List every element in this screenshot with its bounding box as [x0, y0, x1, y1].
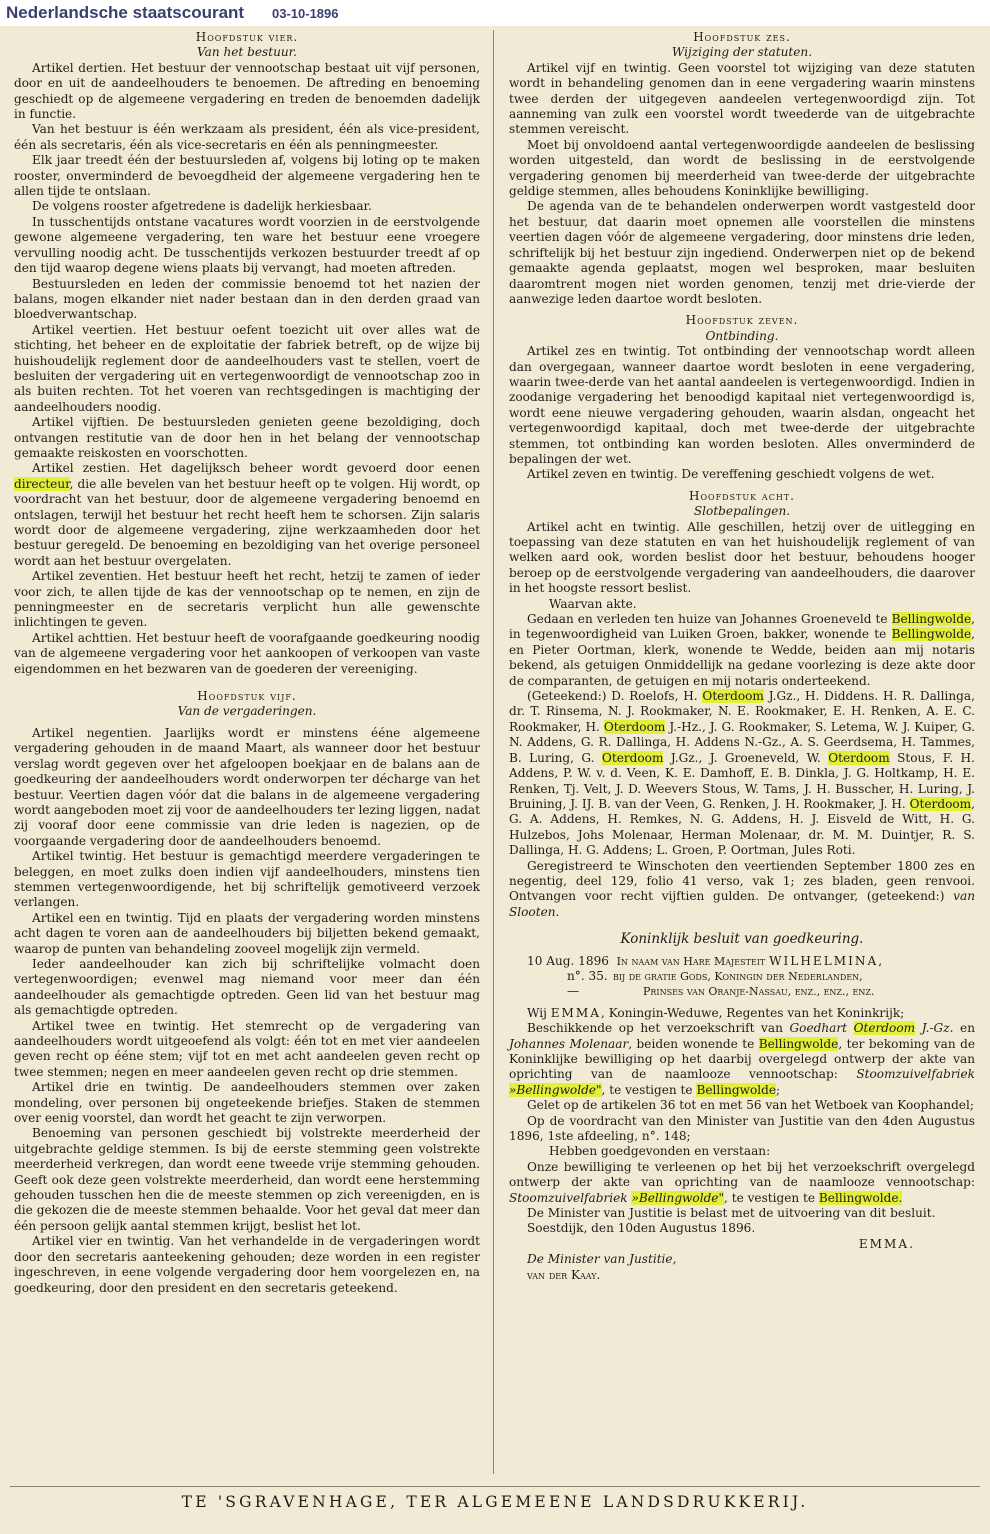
- paragraph: [509, 1006, 975, 1021]
- text: »Bellingwolde": [631, 1190, 725, 1205]
- text: ;: [776, 1082, 781, 1097]
- text: 10 Aug. 1896: [527, 953, 609, 968]
- paragraph: Artikel vijf en twintig. Geen voorstel tot wijziging van deze statuten wordt in behandeling genomen dan in eene vergadering waarin minstens twee derden der uitgegeven aandeelen vertegenwoordigd zijn. Tot aanneming van zulk een voorstel wordt tweederde van de uitgebrachte stemmen vereischt.: [509, 60, 975, 137]
- text: Prinses van Oranje-Nassau, enz., enz., enz.: [643, 985, 875, 999]
- paragraph: Artikel achttien. Het bestuur heeft de voorafgaande goedkeuring noodig van de algemeene vergadering voor het aankoopen of verkoopen van vaste eigendommen en het bezwaren van de goederen der vereeniging.: [14, 630, 480, 676]
- text: WILHELMINA,: [769, 953, 885, 968]
- paragraph: Hebben goedgevonden en verstaan:: [549, 1144, 771, 1159]
- text: , G. A. Addens, H. Remkes, N. G. Addens, H. J. Eisveld de Witt, H. G. Hulzebos, Johs Molenaar, Herman Molenaar, dr. M. M. Duintjer, R. S. Dallinga, H. G. Addens; L. Groen, P. Oortman, Jules Roti.: [509, 796, 975, 858]
- text: —: [567, 984, 580, 999]
- search-highlight: Oterdoom: [601, 750, 664, 765]
- chapter-heading: Hoofdstuk acht.: [689, 488, 795, 503]
- minister-title: De Minister van Justitie,: [527, 1252, 677, 1267]
- paragraph: Bestuursleden en leden der commissie benoemd tot het nazien der balans, mogen elkander niet nader bestaan dan in den derden graad van bloedverwantschap.: [14, 276, 480, 322]
- paragraph: Waarvan akte.: [549, 596, 637, 611]
- title-bar: [0, 0, 990, 26]
- text: Stoomzuivelfabriek: [509, 1190, 628, 1205]
- text: bij de gratie Gods, Koningin der Nederlanden,: [613, 969, 863, 983]
- paragraph: De Minister van Justitie is belast met de uitvoering van dit besluit.: [527, 1206, 936, 1221]
- search-highlight: Bellingwolde.: [818, 1190, 903, 1205]
- paragraph: Op de voordracht van den Minister van Justitie van den 4den Augustus 1896, 1ste afdeeling, n°. 148;: [509, 1113, 975, 1144]
- search-highlight: [631, 1191, 724, 1205]
- text: Onze bewilliging te verleenen op het bij het verzoekschrift overgelegd ontwerp der akte van oprichting van de naamlooze vennootschap:: [509, 1159, 975, 1190]
- search-highlight: Bellingwolde: [758, 1036, 839, 1051]
- paragraph: De volgens rooster afgetredene is dadelijk herkiesbaar.: [32, 199, 372, 214]
- search-highlight: Oterdoom: [909, 796, 972, 811]
- text: Wij: [527, 1005, 547, 1020]
- text: , in tegenwoordigheid van Luiken Groen, bakker, wonende te: [509, 612, 975, 642]
- footer-rule: [10, 1486, 980, 1487]
- search-highlight: Bellingwolde: [696, 1082, 777, 1097]
- decree-heading: [509, 984, 975, 999]
- scanned-page: [0, 26, 990, 1534]
- paragraph: Artikel veertien. Het bestuur oefent toezicht uit over alles wat de stichting, het beheer en de exploitatie der fabriek betreft, op de wijze bij huishoudelijk reglement door de aandeelhouders vast te stellen, voert de besluiten der vergadering uit en vertegenwoordigt de vennootschap zoo in als buiten rechten. Tot het voeren van rechtsgedingen is machtiging der aandeelhouders noodig.: [14, 322, 480, 414]
- left-column: [14, 30, 480, 1296]
- text: Artikel zestien. Het dagelijksch beheer wordt gevoerd door eenen: [32, 461, 480, 476]
- text: Johannes Molenaar: [509, 1036, 629, 1051]
- paragraph: [14, 461, 480, 569]
- paragraph: Artikel zeven en twintig. De vereffening geschiedt volgens de wet.: [527, 467, 935, 482]
- signature-name: van Slooten.: [509, 889, 975, 919]
- text: , en Pieter Oortman, klerk, wonende te Wedde, beiden aan mij notaris bekend, als getuigen Onmiddellijk na gedane voorlezing is deze akte door de comparanten, de getuigen en mij notaris onderteekend.: [509, 627, 975, 688]
- search-highlight: Bellingwolde: [891, 627, 972, 642]
- paragraph: Artikel een en twintig. Tijd en plaats der vergadering worden minstens acht dagen te voren aan de aandeelhouders bij biljetten bekend gemaakt, waarop de punten van behandeling zooveel mogelijk zijn vermeld.: [14, 910, 480, 956]
- text: Goedhart: [789, 1021, 847, 1036]
- paragraph: [509, 1021, 975, 1098]
- text: J.Gz., H. Diddens. H. R. Dallinga, dr. T. Rinsema, N. J. Rookmaker, N. E. Rookmaker, E. H. Renken, A. E. C. Rookmaker, H.: [509, 689, 975, 734]
- search-highlight: [509, 1083, 602, 1097]
- text: EMMA: [550, 1005, 602, 1020]
- text: In naam van Hare Majesteit: [616, 954, 766, 968]
- paragraph: Artikel vijftien. De bestuursleden genieten geene bezoldiging, doch ontvangen restitutie van de door hen in het belang der vennootschap gemaakte reiskosten en voorschotten.: [14, 415, 480, 460]
- publication-date: 03-10-1896: [272, 6, 339, 21]
- chapter-subtitle: Van de vergaderingen.: [177, 704, 317, 719]
- publication-title: Nederlandsche staatscourant: [6, 3, 245, 22]
- decree-heading: [509, 969, 975, 984]
- paragraph: Artikel acht en twintig. Alle geschillen, hetzij over de uitlegging en toepassing van deze statuten en van het huishoudelijk reglement of van welken aard ook, worden beslist door het bestuur, behoudens hooger beroep op de eerstvolgende vergadering van aandeelhouders, die daarover in het hoogste ressort beslist.: [509, 519, 975, 596]
- paragraph: [509, 612, 975, 689]
- text: , die alle bevelen van het bestuur heeft op te volgen. Hij wordt, op voordracht van het bestuur, door de algemeene vergadering benoemd en ontslagen, terwijl het bestuur het recht heeft hem te schorsen. Zijn salaris wordt door de algemeene vergadering, zijne werkzaamheden door het bestuur geregeld. De benoeming en bezoldiging van het overige personeel wordt aan het bestuur overgelaten.: [14, 476, 480, 568]
- search-highlight: directeur: [14, 476, 70, 491]
- text: J.-Gz.: [921, 1021, 954, 1036]
- decree-heading: [509, 954, 975, 969]
- text: , ter bekoming van de Koninklijke bewilliging op het daarbij overgelegd ontwerp der akte van oprichting van de naamlooze vennootschap:: [509, 1036, 975, 1082]
- search-highlight: [854, 1021, 916, 1035]
- paragraph: Soestdijk, den 10den Augustus 1896.: [527, 1221, 756, 1236]
- paragraph: Gelet op de artikelen 36 tot en met 56 van het Wetboek van Koophandel;: [527, 1098, 974, 1113]
- chapter-heading: Hoofdstuk vier.: [195, 30, 299, 44]
- search-highlight: Oterdoom: [702, 689, 764, 704]
- paragraph: Benoeming van personen geschiedt bij volstrekte meerderheid der uitgebrachte geldige stemmen. Is bij de eerste stemming geen volstrekte meerderheid verkregen, dan wordt eene tweede vrije stemming gehouden. Geeft ook deze geen volstrekte meerderheid, dan wordt eene herstemming gehouden tusschen hen die de meeste stemmen op zich vereenigden, en is die gekozen die de meeste stemmen behaalde. Voor het geval dat meer dan één persoon gelijk aantal stemmen krijgt, beslist het lot.: [14, 1126, 480, 1233]
- paragraph: Artikel negentien. Jaarlijks wordt er minstens ééne algemeene vergadering gehouden in de maand Maart, als wanneer door het bestuur verslag wordt gegeven over het afgeloopen boekjaar en de balans aan de goedkeuring der aandeelhouders wordt onderworpen ter décharge van het bestuur. Veertien dagen vóór dat die balans in de algemeene vergadering wordt aangeboden moet zij voor de aandeelhouders ter lezing liggen, nadat zij vooraf door eene commissie van drie leden is nagezien, op de voorgaande vergadering door de aandeelhouders benoemd.: [14, 725, 480, 848]
- text: J.-Hz., J. G. Rookmaker, S. Letema, W. J. Kuiper, G. N. Addens, G. R. Dallinga, H. Addens N.-Gz., A. S. Geerdsema, H. Tammes, B. Luring, G.: [509, 719, 975, 765]
- text: , te vestigen te: [601, 1082, 693, 1097]
- chapter-subtitle: Slotbepalingen.: [693, 504, 791, 519]
- paragraph: Artikel vier en twintig. Van het verhandelde in de vergaderingen wordt door den secretaris aanteekening gehouden; deze worden in een register ingeschreven, in eene volgende vergadering door hem voorgelezen en, na goedkeuring, door den president en den secretaris geteekend.: [14, 1234, 480, 1295]
- paragraph: Artikel twee en twintig. Het stemrecht op de vergadering van aandeelhouders wordt uitgeoefend als volgt: één tot en met vier aandeelen geven recht op ééne stem; vijf tot en met acht aandeelen geven recht op twee stemmen; negen en meer aandeelen geven recht op drie stemmen.: [14, 1018, 480, 1079]
- paragraph: [509, 689, 975, 858]
- paragraph: Artikel zes en twintig. Tot ontbinding der vennootschap wordt alleen dan overgegaan, wanneer daartoe wordt besloten in eene vergadering, waarin twee-derde van het aantal aandeelen is vertegenwoordigd. Indien in zoodanige vergadering het benoodigd kapitaal niet vertegenwoordigd is, wordt eene nieuwe vergadering gehouden, waarin alsdan, ongeacht het vertegenwoordigd kapitaal, doch met twee-derde der uitgebrachte stemmen, tot ontbinding kan worden besloten. Alles onverminderd de bepalingen der wet.: [509, 344, 975, 466]
- chapter-subtitle: Wijziging der statuten.: [671, 45, 813, 60]
- signature: EMMA.: [858, 1236, 915, 1251]
- paragraph: Artikel twintig. Het bestuur is gemachtigd meerdere vergaderingen te beleggen, en moet zulks doen indien vijf aandeelhouders, minstens tien stemmen vertegenwoordigende, het bij schriftelijk gemotiveerd verzoek verlangen.: [14, 849, 480, 910]
- chapter-heading: Hoofdstuk vijf.: [197, 689, 297, 704]
- printer-imprint: TE 'SGRAVENHAGE, TER ALGEMEENE LANDSDRUKKERIJ.: [181, 1493, 809, 1511]
- search-highlight: Bellingwolde: [891, 612, 972, 627]
- decree-title: Koninklijk besluit van goedkeuring.: [620, 931, 864, 948]
- minister-name: van der Kaay.: [527, 1267, 601, 1282]
- text: , te vestigen te: [724, 1190, 816, 1205]
- paragraph: Van het bestuur is één werkzaam als president, één als vice-president, één als secretaris, één als vice-secretaris en één als penningmeester.: [14, 122, 480, 152]
- paragraph: De agenda van de te behandelen onderwerpen wordt vastgesteld door het bestuur, dat daarin moet opnemen alle voorstellen die minstens veertien dagen vóór de algemeene vergadering, door minstens drie leden, schriftelijk bij het bestuur zijn ingediend. Onderwerpen niet op de bekend gemaakte agenda geplaatst, mogen wel besproken, maar besluiten daaromtrent mogen niet worden genomen, tenzij met drie-vierde der aanwezige leden daartoe wordt besloten.: [509, 199, 975, 306]
- text: Oterdoom: [853, 1021, 916, 1036]
- search-highlight: Oterdoom: [828, 750, 890, 765]
- text: (Geteekend:) D. Roelofs, H.: [527, 689, 698, 704]
- column-divider: [493, 30, 494, 1474]
- chapter-subtitle: Van het bestuur.: [197, 45, 297, 60]
- text: Stoomzuivelfabriek: [856, 1067, 975, 1082]
- text: Beschikkende op het verzoekschrift van: [527, 1021, 783, 1036]
- text: n°. 35.: [567, 968, 608, 983]
- paragraph: Elk jaar treedt één der bestuursleden af, volgens bij loting op te maken rooster, onverminderd de bevoegdheid der algemeene vergadering hen te allen tijde te ontslaan.: [14, 153, 480, 199]
- text: en: [960, 1021, 975, 1036]
- text: , beiden wonende te: [628, 1036, 755, 1051]
- text: J.Gz., J. Groeneveld, W.: [670, 750, 821, 765]
- text: Gedaan en verleden ten huize van Johannes Groeneveld te: [527, 612, 888, 627]
- text: »Bellingwolde": [509, 1082, 602, 1097]
- paragraph: Artikel drie en twintig. De aandeelhouders stemmen over zaken mondeling, over personen bij ongeteekende briefjes. Staken de stemmen over eenig voorstel, dan wordt het geacht te zijn verworpen.: [14, 1080, 480, 1126]
- paragraph: [509, 1160, 975, 1206]
- chapter-subtitle: Ontbinding.: [705, 328, 779, 343]
- paragraph: Artikel zeventien. Het bestuur heeft het recht, hetzij te zamen of ieder voor zich, te allen tijde de kas der vennootschap op te nemen, en zijn de penningmeester en de secretaris verplicht hun alle gewenschte inlichtingen te geven.: [14, 569, 480, 630]
- paragraph: Ieder aandeelhouder kan zich bij schriftelijke volmacht doen vertegenwoordigen; evenwel mag niemand voor meer dan één aandeelhouder als gemachtigde optreden. Geen lid van het bestuur mag als gemachtigde optreden.: [14, 956, 480, 1018]
- paragraph: [509, 859, 975, 921]
- chapter-heading: Hoofdstuk zes.: [693, 30, 791, 44]
- paragraph: In tusschentijds ontstane vacatures wordt voorzien in de eerstvolgende gewone algemeene vergadering, ten ware het bestuur eene vroegere vervulling noodig acht. De tusschentijds verkozen bestuurder treedt af op den tijd waarop degene wiens plaats bij vervangt, had moeten aftreden.: [14, 214, 480, 276]
- text: Geregistreerd te Winschoten den veertienden September 1800 zes en negentig, deel 129, folio 41 verso, vak 1; zes bladen, geen renvooi. Ontvangen voor recht vijftien gulden. De ontvanger, (geteekend:): [509, 858, 975, 904]
- right-column: [509, 30, 975, 1283]
- text: , Koningin-Weduwe, Regentes van het Koninkrijk;: [601, 1005, 905, 1020]
- search-highlight: Oterdoom: [603, 719, 666, 734]
- paragraph: Artikel dertien. Het bestuur der vennootschap bestaat uit vijf personen, door en uit de aandeelhouders te benoemen. De aftreding en benoeming geschiedt op de algemeene vergadering en treden de benoemden dadelijk in functie.: [14, 60, 480, 122]
- chapter-heading: Hoofdstuk zeven.: [685, 313, 799, 328]
- paragraph: Moet bij onvoldoend aantal vertegenwoordigde aandeelen de beslissing worden uitgesteld, dan wordt de beslissing in de eerstvolgende vergadering genomen bij meerderheid van twee-derde der uitgebrachte geldige stemmen, alles behoudens Koninklijke bewilliging.: [509, 137, 975, 199]
- text: Stous, F. H. Addens, P. W. v. d. Veen, K. E. Damhoff, E. B. Dinkla, J. G. Holtkamp, H. E. Renken, Tj. Velt, J. D. Weevers Stous, W. Tams, J. H. Busscher, H. Luring, J. Bruining, J. IJ. B. van der Veen, G. Renken, J. H. Rookmaker, J. H.: [509, 750, 975, 811]
